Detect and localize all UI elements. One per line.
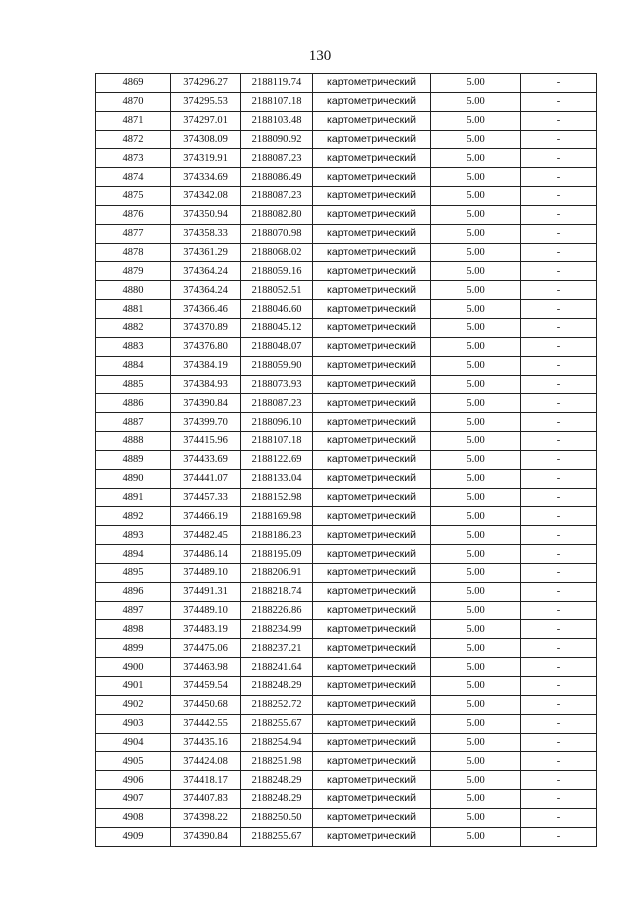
y-coordinate-cell: 2188186.23 xyxy=(241,526,313,545)
table-row xyxy=(96,582,597,601)
table-row xyxy=(96,526,597,545)
table-row xyxy=(96,714,597,733)
x-coordinate-cell: 374350.94 xyxy=(171,205,241,224)
accuracy-cell: 5.00 xyxy=(431,620,521,639)
accuracy-cell: 5.00 xyxy=(431,130,521,149)
description-cell: - xyxy=(521,432,597,451)
method-cell: картометрический xyxy=(313,281,431,300)
point-number-cell: 4882 xyxy=(96,318,171,337)
y-coordinate-cell: 2188133.04 xyxy=(241,469,313,488)
table-row xyxy=(96,507,597,526)
x-coordinate-cell: 374384.19 xyxy=(171,356,241,375)
x-coordinate-cell: 374342.08 xyxy=(171,187,241,206)
description-cell: - xyxy=(521,318,597,337)
table-body xyxy=(96,74,597,847)
table-row xyxy=(96,469,597,488)
accuracy-cell: 5.00 xyxy=(431,318,521,337)
point-number-cell: 4888 xyxy=(96,432,171,451)
x-coordinate-cell: 374486.14 xyxy=(171,545,241,564)
table-row xyxy=(96,243,597,262)
method-cell: картометрический xyxy=(313,394,431,413)
accuracy-cell: 5.00 xyxy=(431,526,521,545)
x-coordinate-cell: 374390.84 xyxy=(171,827,241,846)
accuracy-cell: 5.00 xyxy=(431,488,521,507)
accuracy-cell: 5.00 xyxy=(431,205,521,224)
x-coordinate-cell: 374463.98 xyxy=(171,658,241,677)
description-cell: - xyxy=(521,545,597,564)
accuracy-cell: 5.00 xyxy=(431,545,521,564)
table-row xyxy=(96,224,597,243)
x-coordinate-cell: 374450.68 xyxy=(171,695,241,714)
table-row xyxy=(96,545,597,564)
x-coordinate-cell: 374489.10 xyxy=(171,601,241,620)
table-row xyxy=(96,149,597,168)
table-row xyxy=(96,771,597,790)
table-row xyxy=(96,281,597,300)
y-coordinate-cell: 2188250.50 xyxy=(241,808,313,827)
description-cell: - xyxy=(521,620,597,639)
table-row xyxy=(96,808,597,827)
point-number-cell: 4870 xyxy=(96,92,171,111)
x-coordinate-cell: 374364.24 xyxy=(171,262,241,281)
x-coordinate-cell: 374483.19 xyxy=(171,620,241,639)
x-coordinate-cell: 374376.80 xyxy=(171,337,241,356)
method-cell: картометрический xyxy=(313,130,431,149)
method-cell: картометрический xyxy=(313,432,431,451)
point-number-cell: 4897 xyxy=(96,601,171,620)
method-cell: картометрический xyxy=(313,187,431,206)
y-coordinate-cell: 2188048.07 xyxy=(241,337,313,356)
point-number-cell: 4895 xyxy=(96,563,171,582)
description-cell: - xyxy=(521,337,597,356)
description-cell: - xyxy=(521,243,597,262)
point-number-cell: 4884 xyxy=(96,356,171,375)
accuracy-cell: 5.00 xyxy=(431,262,521,281)
y-coordinate-cell: 2188046.60 xyxy=(241,300,313,319)
description-cell: - xyxy=(521,262,597,281)
y-coordinate-cell: 2188059.90 xyxy=(241,356,313,375)
point-number-cell: 4893 xyxy=(96,526,171,545)
y-coordinate-cell: 2188103.48 xyxy=(241,111,313,130)
description-cell: - xyxy=(521,187,597,206)
x-coordinate-cell: 374366.46 xyxy=(171,300,241,319)
method-cell: картометрический xyxy=(313,639,431,658)
description-cell: - xyxy=(521,356,597,375)
accuracy-cell: 5.00 xyxy=(431,771,521,790)
method-cell: картометрический xyxy=(313,262,431,281)
y-coordinate-cell: 2188082.80 xyxy=(241,205,313,224)
x-coordinate-cell: 374482.45 xyxy=(171,526,241,545)
description-cell: - xyxy=(521,601,597,620)
accuracy-cell: 5.00 xyxy=(431,752,521,771)
description-cell: - xyxy=(521,281,597,300)
y-coordinate-cell: 2188254.94 xyxy=(241,733,313,752)
table-row xyxy=(96,752,597,771)
description-cell: - xyxy=(521,74,597,93)
point-number-cell: 4908 xyxy=(96,808,171,827)
coordinates-table xyxy=(95,73,597,847)
description-cell: - xyxy=(521,695,597,714)
page-number: 130 xyxy=(308,48,332,64)
y-coordinate-cell: 2188107.18 xyxy=(241,92,313,111)
description-cell: - xyxy=(521,752,597,771)
accuracy-cell: 5.00 xyxy=(431,74,521,93)
description-cell: - xyxy=(521,658,597,677)
x-coordinate-cell: 374358.33 xyxy=(171,224,241,243)
accuracy-cell: 5.00 xyxy=(431,168,521,187)
x-coordinate-cell: 374370.89 xyxy=(171,318,241,337)
y-coordinate-cell: 2188119.74 xyxy=(241,74,313,93)
table-row xyxy=(96,432,597,451)
table-row xyxy=(96,205,597,224)
point-number-cell: 4901 xyxy=(96,677,171,696)
table-row xyxy=(96,168,597,187)
table-row xyxy=(96,695,597,714)
y-coordinate-cell: 2188255.67 xyxy=(241,714,313,733)
table-row xyxy=(96,488,597,507)
table-row xyxy=(96,413,597,432)
table-row xyxy=(96,318,597,337)
table-row xyxy=(96,394,597,413)
table-row xyxy=(96,74,597,93)
point-number-cell: 4906 xyxy=(96,771,171,790)
accuracy-cell: 5.00 xyxy=(431,695,521,714)
description-cell: - xyxy=(521,130,597,149)
table-row xyxy=(96,337,597,356)
point-number-cell: 4887 xyxy=(96,413,171,432)
method-cell: картометрический xyxy=(313,488,431,507)
accuracy-cell: 5.00 xyxy=(431,639,521,658)
x-coordinate-cell: 374319.91 xyxy=(171,149,241,168)
description-cell: - xyxy=(521,790,597,809)
description-cell: - xyxy=(521,92,597,111)
point-number-cell: 4898 xyxy=(96,620,171,639)
point-number-cell: 4874 xyxy=(96,168,171,187)
point-number-cell: 4872 xyxy=(96,130,171,149)
method-cell: картометрический xyxy=(313,752,431,771)
accuracy-cell: 5.00 xyxy=(431,563,521,582)
table-row xyxy=(96,620,597,639)
y-coordinate-cell: 2188237.21 xyxy=(241,639,313,658)
x-coordinate-cell: 374384.93 xyxy=(171,375,241,394)
method-cell: картометрический xyxy=(313,620,431,639)
method-cell: картометрический xyxy=(313,243,431,262)
point-number-cell: 4890 xyxy=(96,469,171,488)
description-cell: - xyxy=(521,507,597,526)
description-cell: - xyxy=(521,808,597,827)
point-number-cell: 4905 xyxy=(96,752,171,771)
y-coordinate-cell: 2188073.93 xyxy=(241,375,313,394)
point-number-cell: 4880 xyxy=(96,281,171,300)
x-coordinate-cell: 374435.16 xyxy=(171,733,241,752)
accuracy-cell: 5.00 xyxy=(431,187,521,206)
y-coordinate-cell: 2188226.86 xyxy=(241,601,313,620)
description-cell: - xyxy=(521,771,597,790)
method-cell: картометрический xyxy=(313,563,431,582)
y-coordinate-cell: 2188107.18 xyxy=(241,432,313,451)
method-cell: картометрический xyxy=(313,545,431,564)
table-row xyxy=(96,450,597,469)
point-number-cell: 4903 xyxy=(96,714,171,733)
method-cell: картометрический xyxy=(313,808,431,827)
description-cell: - xyxy=(521,111,597,130)
description-cell: - xyxy=(521,639,597,658)
point-number-cell: 4892 xyxy=(96,507,171,526)
accuracy-cell: 5.00 xyxy=(431,394,521,413)
x-coordinate-cell: 374475.06 xyxy=(171,639,241,658)
y-coordinate-cell: 2188248.29 xyxy=(241,771,313,790)
table-row xyxy=(96,658,597,677)
method-cell: картометрический xyxy=(313,74,431,93)
table-row xyxy=(96,677,597,696)
y-coordinate-cell: 2188096.10 xyxy=(241,413,313,432)
x-coordinate-cell: 374295.53 xyxy=(171,92,241,111)
method-cell: картометрический xyxy=(313,168,431,187)
x-coordinate-cell: 374459.54 xyxy=(171,677,241,696)
method-cell: картометрический xyxy=(313,450,431,469)
x-coordinate-cell: 374398.22 xyxy=(171,808,241,827)
x-coordinate-cell: 374364.24 xyxy=(171,281,241,300)
table-row xyxy=(96,356,597,375)
point-number-cell: 4886 xyxy=(96,394,171,413)
accuracy-cell: 5.00 xyxy=(431,733,521,752)
point-number-cell: 4909 xyxy=(96,827,171,846)
y-coordinate-cell: 2188234.99 xyxy=(241,620,313,639)
description-cell: - xyxy=(521,677,597,696)
point-number-cell: 4883 xyxy=(96,337,171,356)
description-cell: - xyxy=(521,300,597,319)
accuracy-cell: 5.00 xyxy=(431,149,521,168)
point-number-cell: 4896 xyxy=(96,582,171,601)
accuracy-cell: 5.00 xyxy=(431,300,521,319)
method-cell: картометрический xyxy=(313,790,431,809)
method-cell: картометрический xyxy=(313,205,431,224)
x-coordinate-cell: 374433.69 xyxy=(171,450,241,469)
accuracy-cell: 5.00 xyxy=(431,714,521,733)
method-cell: картометрический xyxy=(313,111,431,130)
point-number-cell: 4871 xyxy=(96,111,171,130)
x-coordinate-cell: 374466.19 xyxy=(171,507,241,526)
accuracy-cell: 5.00 xyxy=(431,224,521,243)
y-coordinate-cell: 2188086.49 xyxy=(241,168,313,187)
method-cell: картометрический xyxy=(313,827,431,846)
y-coordinate-cell: 2188241.64 xyxy=(241,658,313,677)
accuracy-cell: 5.00 xyxy=(431,658,521,677)
accuracy-cell: 5.00 xyxy=(431,356,521,375)
point-number-cell: 4881 xyxy=(96,300,171,319)
y-coordinate-cell: 2188087.23 xyxy=(241,149,313,168)
point-number-cell: 4894 xyxy=(96,545,171,564)
description-cell: - xyxy=(521,488,597,507)
x-coordinate-cell: 374418.17 xyxy=(171,771,241,790)
accuracy-cell: 5.00 xyxy=(431,827,521,846)
y-coordinate-cell: 2188251.98 xyxy=(241,752,313,771)
accuracy-cell: 5.00 xyxy=(431,92,521,111)
y-coordinate-cell: 2188169.98 xyxy=(241,507,313,526)
point-number-cell: 4900 xyxy=(96,658,171,677)
description-cell: - xyxy=(521,827,597,846)
x-coordinate-cell: 374407.83 xyxy=(171,790,241,809)
method-cell: картометрический xyxy=(313,695,431,714)
point-number-cell: 4904 xyxy=(96,733,171,752)
point-number-cell: 4877 xyxy=(96,224,171,243)
accuracy-cell: 5.00 xyxy=(431,450,521,469)
description-cell: - xyxy=(521,375,597,394)
accuracy-cell: 5.00 xyxy=(431,507,521,526)
y-coordinate-cell: 2188206.91 xyxy=(241,563,313,582)
table-row xyxy=(96,262,597,281)
y-coordinate-cell: 2188070.98 xyxy=(241,224,313,243)
method-cell: картометрический xyxy=(313,507,431,526)
description-cell: - xyxy=(521,394,597,413)
point-number-cell: 4878 xyxy=(96,243,171,262)
table-row xyxy=(96,187,597,206)
y-coordinate-cell: 2188090.92 xyxy=(241,130,313,149)
accuracy-cell: 5.00 xyxy=(431,432,521,451)
x-coordinate-cell: 374361.29 xyxy=(171,243,241,262)
method-cell: картометрический xyxy=(313,92,431,111)
x-coordinate-cell: 374441.07 xyxy=(171,469,241,488)
x-coordinate-cell: 374334.69 xyxy=(171,168,241,187)
accuracy-cell: 5.00 xyxy=(431,413,521,432)
table-row xyxy=(96,111,597,130)
y-coordinate-cell: 2188152.98 xyxy=(241,488,313,507)
table-row xyxy=(96,563,597,582)
description-cell: - xyxy=(521,168,597,187)
y-coordinate-cell: 2188059.16 xyxy=(241,262,313,281)
x-coordinate-cell: 374390.84 xyxy=(171,394,241,413)
description-cell: - xyxy=(521,205,597,224)
method-cell: картометрический xyxy=(313,469,431,488)
table-row xyxy=(96,733,597,752)
x-coordinate-cell: 374297.01 xyxy=(171,111,241,130)
table-row xyxy=(96,827,597,846)
description-cell: - xyxy=(521,714,597,733)
method-cell: картометрический xyxy=(313,658,431,677)
accuracy-cell: 5.00 xyxy=(431,790,521,809)
point-number-cell: 4885 xyxy=(96,375,171,394)
method-cell: картометрический xyxy=(313,318,431,337)
description-cell: - xyxy=(521,224,597,243)
method-cell: картометрический xyxy=(313,733,431,752)
description-cell: - xyxy=(521,450,597,469)
method-cell: картометрический xyxy=(313,714,431,733)
table-row xyxy=(96,601,597,620)
y-coordinate-cell: 2188045.12 xyxy=(241,318,313,337)
table-row xyxy=(96,92,597,111)
point-number-cell: 4891 xyxy=(96,488,171,507)
point-number-cell: 4902 xyxy=(96,695,171,714)
method-cell: картометрический xyxy=(313,413,431,432)
accuracy-cell: 5.00 xyxy=(431,601,521,620)
table-row xyxy=(96,300,597,319)
method-cell: картометрический xyxy=(313,224,431,243)
method-cell: картометрический xyxy=(313,300,431,319)
method-cell: картометрический xyxy=(313,375,431,394)
method-cell: картометрический xyxy=(313,582,431,601)
y-coordinate-cell: 2188248.29 xyxy=(241,677,313,696)
x-coordinate-cell: 374457.33 xyxy=(171,488,241,507)
accuracy-cell: 5.00 xyxy=(431,469,521,488)
method-cell: картометрический xyxy=(313,771,431,790)
accuracy-cell: 5.00 xyxy=(431,808,521,827)
x-coordinate-cell: 374489.10 xyxy=(171,563,241,582)
y-coordinate-cell: 2188255.67 xyxy=(241,827,313,846)
description-cell: - xyxy=(521,149,597,168)
description-cell: - xyxy=(521,582,597,601)
point-number-cell: 4869 xyxy=(96,74,171,93)
table-row xyxy=(96,130,597,149)
point-number-cell: 4879 xyxy=(96,262,171,281)
y-coordinate-cell: 2188068.02 xyxy=(241,243,313,262)
description-cell: - xyxy=(521,563,597,582)
method-cell: картометрический xyxy=(313,677,431,696)
point-number-cell: 4873 xyxy=(96,149,171,168)
x-coordinate-cell: 374296.27 xyxy=(171,74,241,93)
y-coordinate-cell: 2188052.51 xyxy=(241,281,313,300)
point-number-cell: 4876 xyxy=(96,205,171,224)
x-coordinate-cell: 374308.09 xyxy=(171,130,241,149)
accuracy-cell: 5.00 xyxy=(431,375,521,394)
method-cell: картометрический xyxy=(313,601,431,620)
accuracy-cell: 5.00 xyxy=(431,337,521,356)
y-coordinate-cell: 2188252.72 xyxy=(241,695,313,714)
method-cell: картометрический xyxy=(313,356,431,375)
method-cell: картометрический xyxy=(313,337,431,356)
accuracy-cell: 5.00 xyxy=(431,111,521,130)
point-number-cell: 4899 xyxy=(96,639,171,658)
accuracy-cell: 5.00 xyxy=(431,582,521,601)
x-coordinate-cell: 374491.31 xyxy=(171,582,241,601)
x-coordinate-cell: 374424.08 xyxy=(171,752,241,771)
x-coordinate-cell: 374442.55 xyxy=(171,714,241,733)
y-coordinate-cell: 2188195.09 xyxy=(241,545,313,564)
y-coordinate-cell: 2188218.74 xyxy=(241,582,313,601)
y-coordinate-cell: 2188087.23 xyxy=(241,187,313,206)
description-cell: - xyxy=(521,733,597,752)
description-cell: - xyxy=(521,413,597,432)
description-cell: - xyxy=(521,526,597,545)
table-row xyxy=(96,639,597,658)
point-number-cell: 4907 xyxy=(96,790,171,809)
y-coordinate-cell: 2188248.29 xyxy=(241,790,313,809)
accuracy-cell: 5.00 xyxy=(431,677,521,696)
point-number-cell: 4875 xyxy=(96,187,171,206)
point-number-cell: 4889 xyxy=(96,450,171,469)
table-row xyxy=(96,375,597,394)
x-coordinate-cell: 374399.70 xyxy=(171,413,241,432)
table-row xyxy=(96,790,597,809)
y-coordinate-cell: 2188087.23 xyxy=(241,394,313,413)
accuracy-cell: 5.00 xyxy=(431,243,521,262)
accuracy-cell: 5.00 xyxy=(431,281,521,300)
method-cell: картометрический xyxy=(313,526,431,545)
description-cell: - xyxy=(521,469,597,488)
y-coordinate-cell: 2188122.69 xyxy=(241,450,313,469)
method-cell: картометрический xyxy=(313,149,431,168)
x-coordinate-cell: 374415.96 xyxy=(171,432,241,451)
